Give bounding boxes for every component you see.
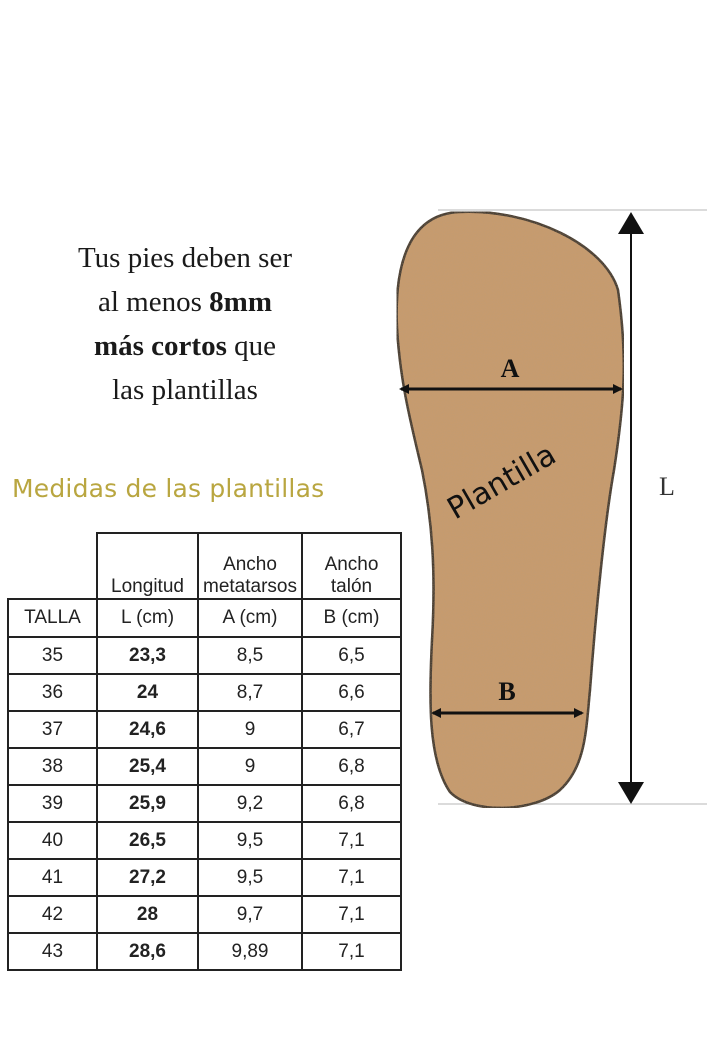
table-row [8, 637, 401, 674]
talla-cell: 38 [8, 748, 97, 785]
metatarsal-width-cell: 9 [198, 748, 302, 785]
intro-line-3: más cortos que [93, 330, 276, 362]
heel-width-cell: 7,1 [302, 822, 401, 859]
length-cell: 27,2 [97, 859, 198, 896]
table-row [8, 859, 401, 896]
table-body [8, 637, 401, 970]
metatarsal-width-cell: 8,5 [198, 637, 302, 674]
talla-cell: 36 [8, 674, 97, 711]
metatarsal-width-cell: 9,89 [198, 933, 302, 970]
label-b: B [498, 677, 516, 706]
header-a-cm: A (cm) [198, 599, 302, 637]
length-cell: 24 [97, 674, 198, 711]
header-ancho-metatarsos: Ancho metatarsos [198, 533, 302, 599]
length-cell: 25,4 [97, 748, 198, 785]
talla-cell: 41 [8, 859, 97, 896]
length-cell: 28,6 [97, 933, 198, 970]
table-row [8, 896, 401, 933]
metatarsal-width-cell: 9,7 [198, 896, 302, 933]
heel-width-cell: 6,6 [302, 674, 401, 711]
heel-width-cell: 6,8 [302, 748, 401, 785]
metatarsal-width-cell: 9,5 [198, 822, 302, 859]
heel-width-cell: 6,5 [302, 637, 401, 674]
metatarsal-width-cell: 9,5 [198, 859, 302, 896]
heel-width-cell: 7,1 [302, 896, 401, 933]
length-cell: 23,3 [97, 637, 198, 674]
talla-cell: 43 [8, 933, 97, 970]
header-talla: TALLA [8, 599, 97, 637]
length-cell: 25,9 [97, 785, 198, 822]
heel-width-cell: 6,8 [302, 785, 401, 822]
header-ancho-talon: Ancho talón [302, 533, 401, 599]
header-row-top [8, 533, 401, 599]
heel-width-cell: 7,1 [302, 859, 401, 896]
talla-cell: 40 [8, 822, 97, 859]
table-row [8, 748, 401, 785]
insole-diagram [380, 200, 707, 820]
length-cell: 26,5 [97, 822, 198, 859]
talla-cell: 35 [8, 637, 97, 674]
header-blank [8, 533, 97, 599]
label-l: L [659, 472, 675, 501]
metatarsal-width-cell: 9,2 [198, 785, 302, 822]
heel-width-cell: 7,1 [302, 933, 401, 970]
header-b-cm: B (cm) [302, 599, 401, 637]
talla-cell: 42 [8, 896, 97, 933]
table-row [8, 822, 401, 859]
intro-line-4: las plantillas [112, 374, 258, 406]
intro-line-1: Tus pies deben ser [77, 242, 292, 274]
length-cell: 24,6 [97, 711, 198, 748]
table-row [8, 711, 401, 748]
talla-cell: 37 [8, 711, 97, 748]
intro-text [20, 236, 350, 412]
table-title: Medidas de las plantillas [12, 474, 325, 503]
table-row [8, 785, 401, 822]
header-row-sub [8, 599, 401, 637]
talla-cell: 39 [8, 785, 97, 822]
insole-label: Plantilla [441, 437, 563, 527]
intro-line-2: al menos 8mm [98, 286, 272, 318]
table-row [8, 674, 401, 711]
length-cell: 28 [97, 896, 198, 933]
header-longitud: Longitud [97, 533, 198, 599]
table-row [8, 933, 401, 970]
metatarsal-width-cell: 8,7 [198, 674, 302, 711]
header-l-cm: L (cm) [97, 599, 198, 637]
insole-shape [397, 212, 624, 808]
size-table [7, 532, 402, 971]
heel-width-cell: 6,7 [302, 711, 401, 748]
metatarsal-width-cell: 9 [198, 711, 302, 748]
label-a: A [500, 354, 520, 383]
